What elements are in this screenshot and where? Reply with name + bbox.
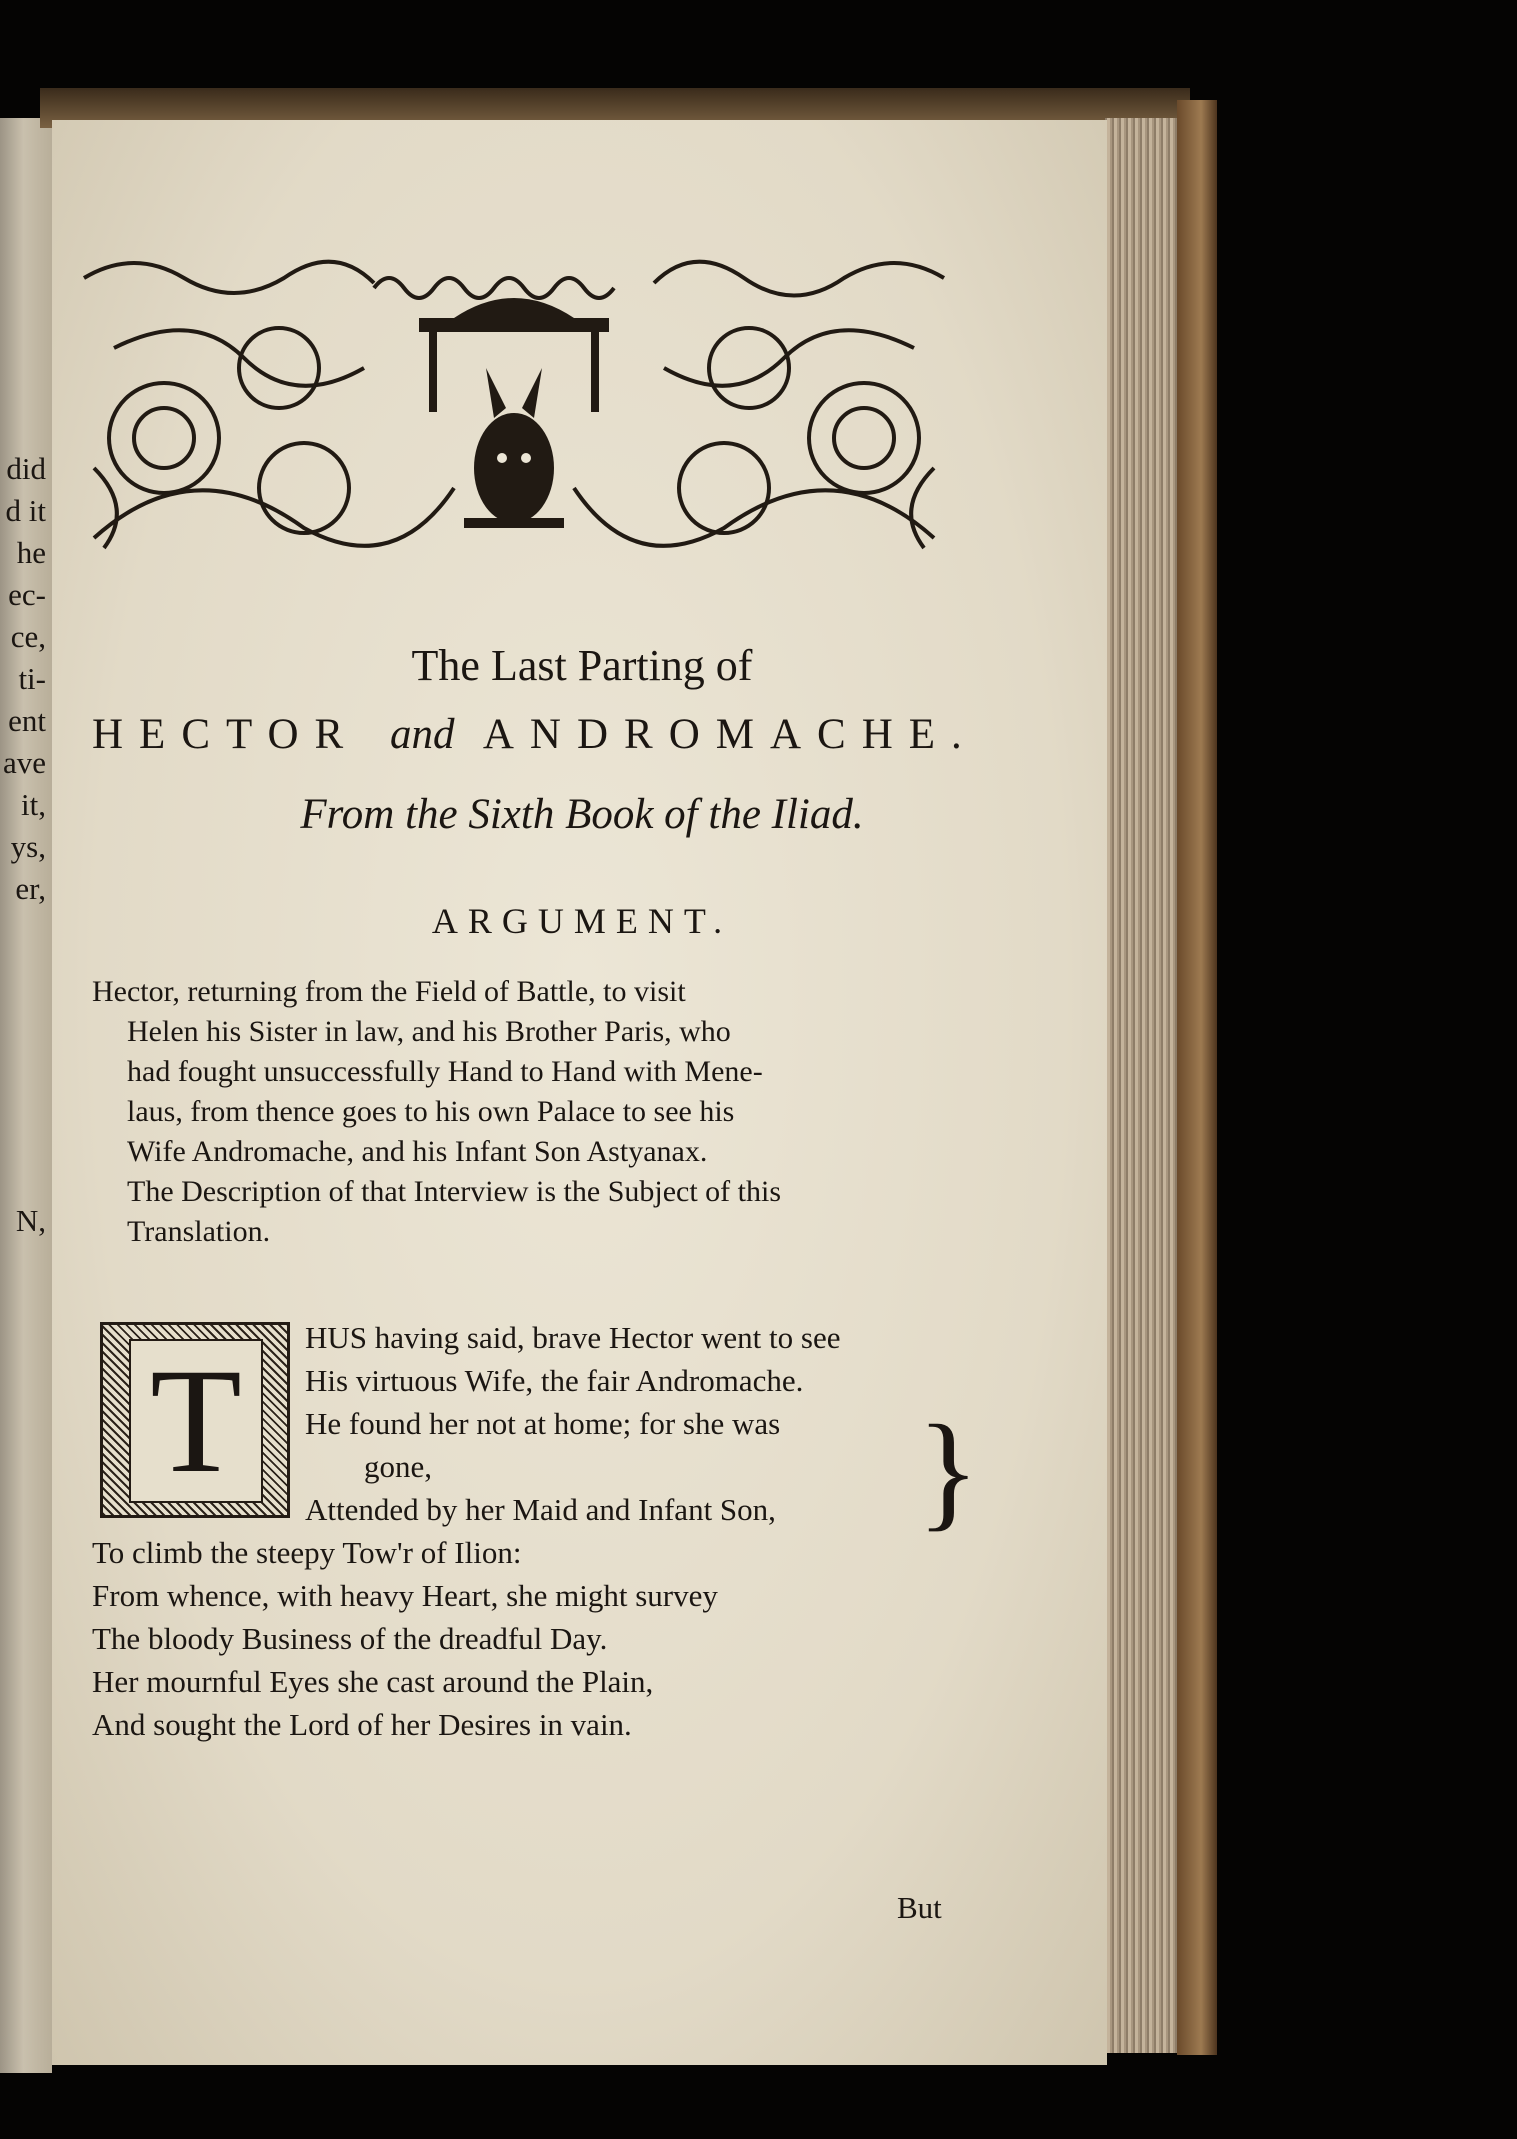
poem-line: To climb the steepy Tow'r of Ilion: bbox=[92, 1535, 522, 1570]
argument-line: Translation. bbox=[127, 1215, 271, 1248]
fragment: N, bbox=[15, 1203, 46, 1238]
headpiece-ornament bbox=[74, 248, 954, 558]
argument-line: Helen his Sister in law, and his Brother Paris, who bbox=[127, 1015, 731, 1048]
title-and: and bbox=[389, 711, 455, 758]
poem-line: And sought the Lord of her Desires in vain. bbox=[92, 1707, 632, 1742]
argument-line: Wife Andromache, and his Infant Son Astyanax. bbox=[127, 1135, 708, 1168]
fragment: d it bbox=[5, 493, 46, 528]
fragment: ys, bbox=[10, 829, 46, 864]
argument-heading: ARGUMENT. bbox=[431, 901, 733, 941]
fragment: ti- bbox=[18, 661, 46, 696]
poem-text bbox=[92, 1316, 840, 1746]
poem-line: From whence, with heavy Heart, she might survey bbox=[92, 1578, 718, 1613]
poem-line: He found her not at home; for she was bbox=[305, 1406, 781, 1441]
page-edges bbox=[1105, 118, 1177, 2053]
catchword: But bbox=[897, 1890, 942, 1925]
poem-line: Her mournful Eyes she cast around the Plain, bbox=[92, 1664, 654, 1699]
poem-line: His virtuous Wife, the fair Andromache. bbox=[305, 1363, 804, 1398]
fragment: ent bbox=[8, 703, 46, 738]
title-line-3: From the Sixth Book of the Iliad. bbox=[300, 791, 864, 838]
poem-line: The bloody Business of the dreadful Day. bbox=[92, 1621, 608, 1656]
title-line-1: The Last Parting of bbox=[411, 641, 753, 690]
facing-page-text bbox=[0, 448, 46, 1242]
poem-line: gone, bbox=[364, 1449, 433, 1484]
fragment: er, bbox=[15, 871, 46, 906]
fragment: did bbox=[6, 451, 46, 486]
facing-page-edge bbox=[0, 118, 52, 2073]
title-hector: HECTOR bbox=[92, 711, 360, 758]
book-page bbox=[52, 120, 1107, 2065]
poem-line: HUS having said, brave Hector went to see bbox=[305, 1320, 841, 1355]
argument-text bbox=[92, 972, 992, 1252]
fragment: he bbox=[16, 535, 46, 570]
title-andromache: ANDROMACHE. bbox=[482, 711, 978, 758]
drop-cap-letter: T bbox=[129, 1339, 263, 1503]
fragment: ec- bbox=[8, 577, 46, 612]
fragment: ce, bbox=[10, 619, 46, 654]
argument-line: laus, from thence goes to his own Palace to see his bbox=[127, 1095, 735, 1128]
argument-line: The Description of that Interview is the Subject of this bbox=[127, 1175, 782, 1208]
title-line-2 bbox=[92, 710, 978, 759]
argument-line: had fought unsuccessfully Hand to Hand with Mene- bbox=[127, 1055, 763, 1088]
triplet-brace: } bbox=[917, 1399, 980, 1543]
argument-line: Hector, returning from the Field of Battle, to visit bbox=[92, 975, 686, 1008]
book-cover-right bbox=[1177, 100, 1217, 2055]
fragment: ave bbox=[2, 745, 46, 780]
fragment: it, bbox=[21, 787, 46, 822]
poem-line: Attended by her Maid and Infant Son, bbox=[305, 1492, 776, 1527]
